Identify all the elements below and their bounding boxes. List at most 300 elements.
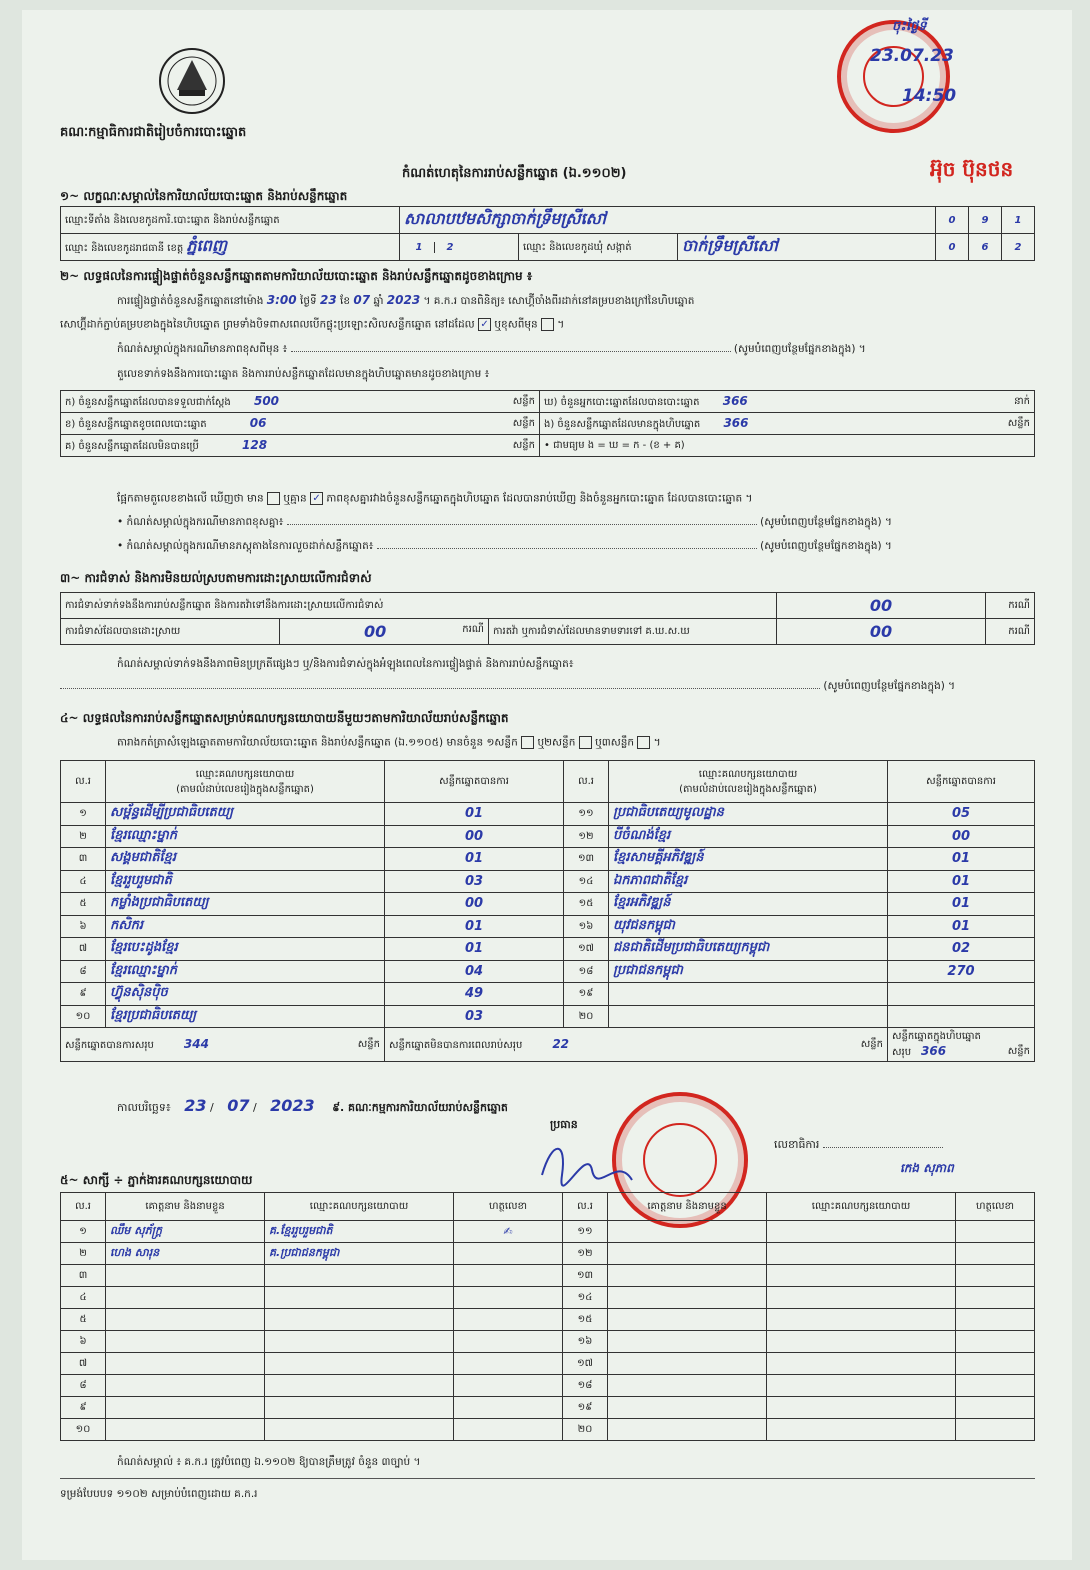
witness-body	[61, 1221, 1035, 1441]
party-name: ខ្មែរប្រជាធិបតេយ្យ	[106, 1005, 385, 1028]
party-name: ខ្មែរអភិវឌ្ឍន៍	[609, 893, 888, 916]
witness-party	[767, 1375, 956, 1397]
witness-party	[767, 1243, 956, 1265]
party-number: ១៤	[564, 870, 609, 893]
witness-name	[608, 1375, 767, 1397]
document-sheet	[22, 10, 1072, 1560]
witness-signature	[956, 1353, 1035, 1375]
party-votes: 01	[385, 915, 564, 938]
verification-text-b: ថ្ងៃទី	[299, 295, 317, 307]
objection-table	[60, 592, 1035, 645]
witness-party: គ.ខ្មែររួបរួមជាតិ	[265, 1221, 454, 1243]
party-name: ខ្មែរសាមគ្គីអភិវឌ្ឍន៍	[609, 848, 888, 871]
witness-number: ១១	[563, 1221, 608, 1243]
table-row	[61, 1353, 1035, 1375]
col-votes: សន្លឹកឆ្នោតបានការ	[385, 761, 564, 803]
witness-party	[767, 1221, 956, 1243]
province-code-1: 1	[415, 241, 423, 253]
col-sign: ហត្ថលេខា	[956, 1193, 1035, 1221]
party-name: ឯកភាពជាតិខ្មែរ	[609, 870, 888, 893]
section4-heading: ៤~ លទ្ធផលនៃការរាប់សន្លឹកឆ្នោតសម្រាប់គណបក្សនយោបាយនីមួយៗតាមការិយាល័យរាប់សន្លឹកឆ្នោត	[60, 711, 509, 725]
witness-name	[608, 1265, 767, 1287]
party-votes: 05	[888, 803, 1035, 826]
objection-note-fill: (សូមបំពេញបន្ថែមផ្នែកខាងក្នុង) ។	[823, 680, 956, 692]
signing-date-label: កាលបរិច្ឆេទ៖	[117, 1101, 171, 1114]
party-number: ១៧	[564, 938, 609, 961]
witness-signature	[454, 1309, 563, 1331]
figure-value: 366	[723, 415, 749, 430]
party-number: ១៣	[564, 848, 609, 871]
stamp-date: 23.07.23	[870, 46, 954, 66]
party-name	[609, 983, 888, 1006]
witness-signature	[956, 1309, 1035, 1331]
witness-party	[265, 1419, 454, 1441]
figures-table	[60, 390, 1035, 457]
party-name: យុវជនកម្ពុជា	[609, 915, 888, 938]
diff-note-fill: (សូមបំពេញបន្ថែមផ្នែកខាងក្នុង) ។	[733, 343, 866, 355]
witness-number: ៦	[61, 1331, 106, 1353]
witness-party	[767, 1331, 956, 1353]
compare-text-b: ឬគ្មាន	[283, 492, 307, 505]
province-label: ឈ្មោះ និងលេខកូដរាជធានី ខេត្ត	[65, 243, 184, 254]
party-votes: 00	[385, 825, 564, 848]
total-box-unit: សន្លឹក	[1007, 1046, 1030, 1057]
chair-label: ប្រធាន	[550, 1118, 578, 1131]
figures-row	[61, 435, 1035, 457]
party-number: ៥	[61, 893, 106, 916]
witness-name	[106, 1397, 265, 1419]
witness-signature	[454, 1331, 563, 1353]
party-name: កម្លាំងប្រជាធិបតេយ្យ	[106, 893, 385, 916]
location-name-value: សាលាបឋមសិក្សាចាក់ទ្រឹមស្រីសៅ	[404, 209, 606, 228]
verification-time: 3:00	[266, 293, 297, 307]
bullet-diff-fill: (សូមបំពេញបន្ថែមផ្នែកខាងក្នុង) ។	[760, 516, 892, 528]
witness-signature	[956, 1397, 1035, 1419]
commune-code-1: 0	[936, 234, 969, 261]
two-sheet-text: ឬ២សន្លឹក	[537, 736, 576, 749]
appeal-count: 00	[869, 622, 893, 641]
seal-check-line: សោហ្គ៊ីដាក់ភ្ជាប់គម្របខាងក្នុងនៃហិបឆ្នោត ព្រមទាំងបិទពាសពេលបើកផ្លុះប្រឡោះសិលសន្លឹកឆ្នោត នៅដដែល ✓ ឬខុសពីមុន ។	[60, 318, 565, 331]
secretary-signature-field[interactable]	[823, 1147, 943, 1148]
col-sign: ហត្ថលេខា	[454, 1193, 563, 1221]
table-row	[61, 1243, 1035, 1265]
witness-number: ១៦	[563, 1331, 608, 1353]
section5-heading: ៥~ សាក្សី ÷ ភ្នាក់ងារគណបក្សនយោបាយ	[60, 1173, 253, 1187]
col-party-sub: (តាមលំដាប់លេខរៀងក្នុងសន្លឹកឆ្នោត)	[679, 783, 817, 795]
witness-party	[767, 1287, 956, 1309]
col-party: ឈ្មោះគណបក្សនយោបាយ	[195, 768, 295, 780]
table-row	[61, 825, 1035, 848]
secretary-name: កេង សុភាព	[900, 1161, 954, 1175]
verification-month: 07	[353, 293, 371, 307]
three-sheet-checkbox[interactable]	[637, 736, 650, 749]
total-valid-unit: សន្លឹក	[357, 1038, 380, 1050]
diff-note-label: កំណត់សម្គាល់ក្នុងករណីមានភាពខុសពីមុន ៖	[117, 343, 288, 355]
location-name-label: ឈ្មោះទីតាំង និងលេខកូដការិ.បោះឆ្នោត និងរាប់សន្លឹកឆ្នោត	[61, 207, 400, 234]
witness-party	[767, 1397, 956, 1419]
party-number: ២០	[564, 1005, 609, 1028]
bullet-diff-field[interactable]	[287, 524, 757, 525]
col-party: ឈ្មោះគណបក្សនយោបាយ	[265, 1193, 454, 1221]
party-name: ខ្មែរបេះដូងខ្មែរ	[106, 938, 385, 961]
location-code-3: 1	[1002, 207, 1035, 234]
party-votes: 270	[888, 960, 1035, 983]
party-number: ៤	[61, 870, 106, 893]
table-row	[61, 1221, 1035, 1243]
party-votes: 03	[385, 1005, 564, 1028]
witness-party: គ.ប្រជាជនកម្ពុជា	[265, 1243, 454, 1265]
form-title: កំណត់ហេតុនៃការរាប់សន្លឹកឆ្នោត (ឯ.១១០២)	[402, 166, 627, 181]
witness-name	[106, 1265, 265, 1287]
party-votes: 49	[385, 983, 564, 1006]
party-name: ប្រជាជនកម្ពុជា	[609, 960, 888, 983]
table-row	[61, 1397, 1035, 1419]
emblem-logo	[157, 46, 227, 116]
party-name: ជនជាតិដើមប្រជាធិបតេយ្យកម្ពុជា	[609, 938, 888, 961]
party-votes: 01	[888, 870, 1035, 893]
table-row	[61, 1419, 1035, 1441]
witness-name	[608, 1243, 767, 1265]
witness-party	[767, 1353, 956, 1375]
diff-note-field[interactable]	[291, 351, 731, 352]
party-number: ៦	[61, 915, 106, 938]
witness-signature	[454, 1265, 563, 1287]
figure-value: 500	[253, 393, 280, 408]
figure-unit: សន្លឹក	[512, 417, 535, 429]
compare-none-checkbox[interactable]: ✓	[310, 492, 323, 505]
bullet-evidence-fill: (សូមបំពេញបន្ថែមផ្នែកខាងក្នុង) ។	[760, 540, 892, 552]
stamp-time: 14:50	[902, 86, 957, 106]
party-number: ២	[61, 825, 106, 848]
compare-has-checkbox[interactable]	[267, 492, 280, 505]
party-name: សង្គមជាតិខ្មែរ	[106, 848, 385, 871]
witness-name	[608, 1353, 767, 1375]
witness-number: ១៤	[563, 1287, 608, 1309]
party-number: ១៥	[564, 893, 609, 916]
witness-signature	[956, 1331, 1035, 1353]
bullet-evidence-label: • កំណត់សម្គាល់ក្នុងករណីមានភស្តុតាងនៃការលួចដាក់សន្លឹកឆ្នោត៖	[117, 540, 374, 552]
witness-party	[265, 1353, 454, 1375]
objection-note: កំណត់សម្គាល់ទាក់ទងនឹងភាពមិនប្រក្រតីផ្សេងៗ ឬ/និងការជំទាស់ក្នុងអំឡុងពេលនៃការផ្ទៀងផ្ទាត់ និងការរាប់សន្លឹកឆ្នោត៖	[117, 658, 574, 670]
total-box-label: សន្លឹកឆ្នោតក្នុងហិបឆ្នោតសរុប	[892, 1031, 981, 1058]
witness-number: ៣	[61, 1265, 106, 1287]
table-row	[61, 960, 1035, 983]
party-number: ១០	[61, 1005, 106, 1028]
party-number: ១៩	[564, 983, 609, 1006]
location-code-2: 9	[969, 207, 1002, 234]
verification-text-a: ការផ្ទៀងផ្ទាត់ចំនួនសន្លឹកឆ្នោតនៅម៉ោង	[117, 295, 264, 307]
figures-row	[61, 391, 1035, 413]
col-party: ឈ្មោះគណបក្សនយោបាយ	[767, 1193, 956, 1221]
witness-signature	[956, 1375, 1035, 1397]
verification-line	[117, 293, 1037, 310]
witness-signature	[454, 1375, 563, 1397]
objection-note-line	[60, 680, 1035, 695]
table-row	[61, 848, 1035, 871]
witness-name	[106, 1419, 265, 1441]
objection-note-field[interactable]	[60, 688, 820, 689]
results-body	[61, 803, 1035, 1028]
witness-signature	[956, 1221, 1035, 1243]
section1-heading: ១~ លក្ខណៈសម្គាល់នៃការិយាល័យបោះឆ្នោត និងរាប់សន្លឹកឆ្នោត	[60, 189, 348, 203]
witness-signature	[956, 1419, 1035, 1441]
party-number: ១២	[564, 825, 609, 848]
section3-heading: ៣~ ការជំទាស់ និងការមិនយល់ស្របតាមការដោះស្រាយលើការជំទាស់	[60, 571, 372, 585]
verification-text-e: ។ គ.ក.រ បានពិនិត្យ៖ សោហ្គ៊ីចាំងពីរដាក់នៅគម្របខាងក្រៅនៃហិបឆ្នោត	[423, 295, 695, 307]
witness-name	[608, 1287, 767, 1309]
table-row	[61, 1331, 1035, 1353]
total-valid-label: សន្លឹកឆ្នោតបានការសរុប	[65, 1039, 154, 1051]
witness-signature	[454, 1353, 563, 1375]
table-row	[61, 915, 1035, 938]
party-votes: 01	[888, 893, 1035, 916]
figures-intro: តួលេខទាក់ទងនឹងការបោះឆ្នោត និងការរាប់សន្លឹកឆ្នោតដែលមានក្នុងហិបឆ្នោតមានដូចខាងក្រោម ៖	[117, 368, 490, 380]
party-number: ៣	[61, 848, 106, 871]
total-invalid-unit: សន្លឹក	[860, 1038, 883, 1050]
witness-name: ហេង សារុន	[106, 1243, 265, 1265]
figure-unit: សន្លឹក	[512, 395, 535, 407]
total-box: 366	[921, 1044, 947, 1058]
witness-signature	[956, 1243, 1035, 1265]
witness-party	[265, 1265, 454, 1287]
compare-text-c: ភាពខុសគ្នារវាងចំនួនសន្លឹកឆ្នោតក្នុងហិបឆ្នោត ដែលបានរាប់ឃើញ និងចំនួនអ្នកបោះឆ្នោត ដែលបានបោះឆ្នោត ។	[326, 492, 753, 505]
table-row	[61, 893, 1035, 916]
party-name: ហ៊្វុនស៊ិនប៉ិច	[106, 983, 385, 1006]
table-row	[61, 1005, 1035, 1028]
resolved-unit: ករណី	[462, 624, 484, 635]
witness-number: ៨	[61, 1375, 106, 1397]
witness-number: ២	[61, 1243, 106, 1265]
party-votes	[888, 1005, 1035, 1028]
table-row	[61, 1309, 1035, 1331]
footer-rule	[60, 1478, 1035, 1479]
witness-table	[60, 1192, 1035, 1441]
party-votes: 02	[888, 938, 1035, 961]
witness-number: ១	[61, 1221, 106, 1243]
party-votes: 01	[385, 938, 564, 961]
party-votes: 01	[888, 848, 1035, 871]
witness-signature	[454, 1419, 563, 1441]
witness-party	[767, 1419, 956, 1441]
stamp-note: ចុះថ្ងៃទី	[892, 19, 927, 34]
witness-name	[106, 1375, 265, 1397]
seal-same-checkbox[interactable]: ✓	[478, 318, 491, 331]
tally-sheet-text: តារាងកត់ត្រាសំឡេងឆ្នោតតាមការិយាល័យបោះឆ្នោត និងរាប់សន្លឹកឆ្នោត (ឯ.១១០៥) មានចំនួន ១សន្លឹក	[117, 736, 518, 749]
signing-day: 23	[184, 1096, 207, 1115]
red-handwritten-name: អ៊ុច ប៊ុនថន	[930, 157, 1014, 181]
resolved-count: 00	[364, 622, 387, 641]
seal-diff-checkbox[interactable]	[541, 318, 554, 331]
party-number: ៨	[61, 960, 106, 983]
party-name: ប្រជាធិបតេយ្យមូលដ្ឋាន	[609, 803, 888, 826]
bullet-diff-line	[117, 516, 1037, 531]
figure-unit: សន្លឹក	[1007, 417, 1030, 429]
witness-name	[608, 1331, 767, 1353]
commune-value: ចាក់ទ្រឹមស្រីសៅ	[682, 236, 778, 255]
witness-note: កំណត់សម្គាល់ ៖ គ.ក.រ ត្រូវបំពេញ ឯ.១១០២ ឱ្យបានត្រឹមត្រូវ ចំនួន ៣ច្បាប់ ។	[117, 1456, 421, 1468]
witness-number: ៤	[61, 1287, 106, 1309]
diff-note-line	[117, 343, 1037, 358]
figures-row	[61, 413, 1035, 435]
col-no: ល.រ	[61, 761, 106, 803]
table-row	[61, 1265, 1035, 1287]
results-table	[60, 760, 1035, 1062]
commune-code-3: 2	[1002, 234, 1035, 261]
station-committee-label: ៩. គណៈកម្មការការិយាល័យរាប់សន្លឹកឆ្នោត	[332, 1101, 508, 1114]
witness-party	[265, 1397, 454, 1419]
party-votes: 04	[385, 960, 564, 983]
compare-line	[117, 492, 752, 508]
witness-number: ៥	[61, 1309, 106, 1331]
witness-number: ១៣	[563, 1265, 608, 1287]
appeal-unit: ករណី	[986, 619, 1035, 645]
verification-day: 23	[320, 293, 337, 307]
witness-party	[767, 1309, 956, 1331]
two-sheet-checkbox[interactable]	[579, 736, 592, 749]
witness-number: ១៩	[563, 1397, 608, 1419]
commune-label: ឈ្មោះ និងលេខកូដឃុំ សង្កាត់	[519, 234, 678, 261]
party-name: កសិករ	[106, 915, 385, 938]
party-number: ៩	[61, 983, 106, 1006]
objection-count: 00	[869, 596, 893, 615]
witness-number: ១៨	[563, 1375, 608, 1397]
total-valid: 344	[183, 1036, 209, 1051]
objection-unit: ករណី	[986, 593, 1035, 619]
verification-text-d: ឆ្នាំ	[373, 295, 384, 307]
seal-check-text: សោហ្គ៊ីដាក់ភ្ជាប់គម្របខាងក្នុងនៃហិបឆ្នោត ព្រមទាំងបិទពាសពេលបើកផ្លុះប្រឡោះសិលសន្លឹកឆ្នោត នៅដដែល	[60, 318, 475, 331]
bullet-diff-label: • កំណត់សម្គាល់ក្នុងករណីមានភាពខុសគ្នា៖	[117, 516, 284, 528]
table-row	[61, 938, 1035, 961]
col-name: គោត្តនាម និងនាមខ្លួន	[608, 1193, 767, 1221]
appeal-label: ការតវ៉ា ឬការជំទាស់ដែលមានទាមទារទៅ គ.ឃ.ស.ឃ	[489, 619, 777, 645]
party-votes: 00	[888, 825, 1035, 848]
witness-signature	[956, 1287, 1035, 1309]
party-number: ១៨	[564, 960, 609, 983]
witness-number: ១៧	[563, 1353, 608, 1375]
col-no: ល.រ	[564, 761, 609, 803]
party-number: ៧	[61, 938, 106, 961]
figure-value: 06	[249, 415, 267, 430]
party-number: ១១	[564, 803, 609, 826]
witness-name	[106, 1331, 265, 1353]
party-name	[609, 1005, 888, 1028]
figure-label: គ) ចំនួនសន្លឹកឆ្នោតដែលមិនបានប្រើ	[65, 440, 199, 452]
witness-number: ១២	[563, 1243, 608, 1265]
secretary-line	[774, 1138, 943, 1154]
total-invalid-label: សន្លឹកឆ្នោតមិនបានការពេលរាប់សរុប	[389, 1039, 523, 1051]
party-votes: 03	[385, 870, 564, 893]
party-votes: 01	[888, 915, 1035, 938]
col-votes: សន្លឹកឆ្នោតបានការ	[888, 761, 1035, 803]
tally-sheet-line: តារាងកត់ត្រាសំឡេងឆ្នោតតាមការិយាល័យបោះឆ្នោត និងរាប់សន្លឹកឆ្នោត (ឯ.១១០៥) មានចំនួន ១សន្លឹក ឬ២សន្លឹក ឬ៣សន្លឹក ។	[117, 736, 661, 749]
one-sheet-checkbox[interactable]	[521, 736, 534, 749]
figure-formula: • ជាមធ្យម ង = ឃ = ក - (ខ + គ)	[544, 440, 685, 451]
commune-code-2: 6	[969, 234, 1002, 261]
witness-party	[265, 1309, 454, 1331]
witness-number: ១៥	[563, 1309, 608, 1331]
witness-name	[608, 1221, 767, 1243]
witness-number: ៩	[61, 1397, 106, 1419]
bullet-evidence-field[interactable]	[377, 548, 757, 549]
witness-name	[608, 1419, 767, 1441]
table-row	[61, 803, 1035, 826]
province-code-2: 2	[434, 242, 465, 253]
witness-party	[767, 1265, 956, 1287]
figure-label: ក) ចំនួនសន្លឹកឆ្នោតដែលបានទទួលជាក់ស្តែង	[65, 396, 231, 408]
location-code-1: 0	[936, 207, 969, 234]
bullet-evidence-line	[117, 540, 1037, 555]
form-footer: ទម្រង់បែបបទ ១១០២ សម្រាប់បំពេញដោយ គ.ក.រ	[60, 1488, 258, 1500]
table-row	[61, 1287, 1035, 1309]
table-row	[61, 983, 1035, 1006]
col-no: ល.រ	[61, 1193, 106, 1221]
signing-month: 07	[227, 1096, 250, 1115]
witness-signature	[454, 1243, 563, 1265]
witness-number: ៧	[61, 1353, 106, 1375]
party-name: ខ្មែរឈ្មោះម្នាក់	[106, 960, 385, 983]
figure-unit: នាក់	[1014, 395, 1030, 407]
witness-party	[265, 1331, 454, 1353]
signing-date-line: កាលបរិច្ឆេទ៖ 23 / 07 / 2023 ៩. គណៈកម្មការការិយាល័យរាប់សន្លឹកឆ្នោត	[117, 1096, 508, 1115]
witness-number: ១០	[61, 1419, 106, 1441]
secretary-label: លេខាធិការ	[774, 1138, 820, 1151]
province-value: ភ្នំពេញ	[186, 236, 227, 255]
objection-label: ការជំទាស់ទាក់ទងនឹងការរាប់សន្លឹកឆ្នោត និងការតវ៉ាទៅនឹងការដោះស្រាយលើការជំទាស់	[61, 593, 777, 619]
party-number: ១៦	[564, 915, 609, 938]
party-name: បីចំណង់ខ្មែរ	[609, 825, 888, 848]
compare-text-a: ផ្អែកតាមតួលេខខាងលើ ឃើញថា មាន	[117, 492, 264, 505]
witness-name	[106, 1287, 265, 1309]
col-party-sub: (តាមលំដាប់លេខរៀងក្នុងសន្លឹកឆ្នោត)	[176, 783, 314, 795]
figure-value: 366	[722, 393, 748, 408]
witness-party	[265, 1287, 454, 1309]
table-row	[61, 870, 1035, 893]
col-no: ល.រ	[563, 1193, 608, 1221]
party-votes	[888, 983, 1035, 1006]
seal-diff-text: ឬខុសពីមុន	[494, 318, 538, 331]
col-party: ឈ្មោះគណបក្សនយោបាយ	[698, 768, 798, 780]
witness-signature	[454, 1287, 563, 1309]
witness-name	[608, 1309, 767, 1331]
party-name: ខ្មែររួបរួមជាតិ	[106, 870, 385, 893]
party-name: សម្ព័ន្ធដើម្បីប្រជាធិបតេយ្យ	[106, 803, 385, 826]
verification-year: 2023	[386, 293, 421, 307]
figure-label: ឃ) ចំនួនអ្នកបោះឆ្នោតដែលបានបោះឆ្នោត	[544, 396, 700, 408]
committee-name: គណៈកម្មាធិការជាតិរៀបចំការបោះឆ្នោត	[60, 125, 247, 140]
table-row	[61, 1375, 1035, 1397]
figure-unit: សន្លឹក	[512, 439, 535, 451]
location-table	[60, 206, 1035, 261]
witness-name	[106, 1353, 265, 1375]
witness-party	[265, 1375, 454, 1397]
party-votes: 00	[385, 893, 564, 916]
witness-name	[106, 1309, 265, 1331]
witness-signature	[956, 1265, 1035, 1287]
witness-signature: ✍	[454, 1221, 563, 1243]
col-name: គោត្តនាម និងនាមខ្លួន	[106, 1193, 265, 1221]
resolved-label: ការជំទាស់ដែលបានដោះស្រាយ	[61, 619, 280, 645]
figure-label: ខ) ចំនួនសន្លឹកឆ្នោតខូចពេលបោះឆ្នោត	[65, 418, 207, 430]
party-votes: 01	[385, 803, 564, 826]
three-sheet-text: ឬ៣សន្លឹក	[595, 736, 635, 749]
party-name: ខ្មែរឈ្មោះម្នាក់	[106, 825, 385, 848]
verification-text-c: ខែ	[340, 295, 351, 307]
witness-name	[608, 1397, 767, 1419]
witness-name: ឈឹម សុភ័ក្ត្រ	[106, 1221, 265, 1243]
witness-number: ២០	[563, 1419, 608, 1441]
signing-year: 2023	[270, 1096, 315, 1115]
party-number: ១	[61, 803, 106, 826]
